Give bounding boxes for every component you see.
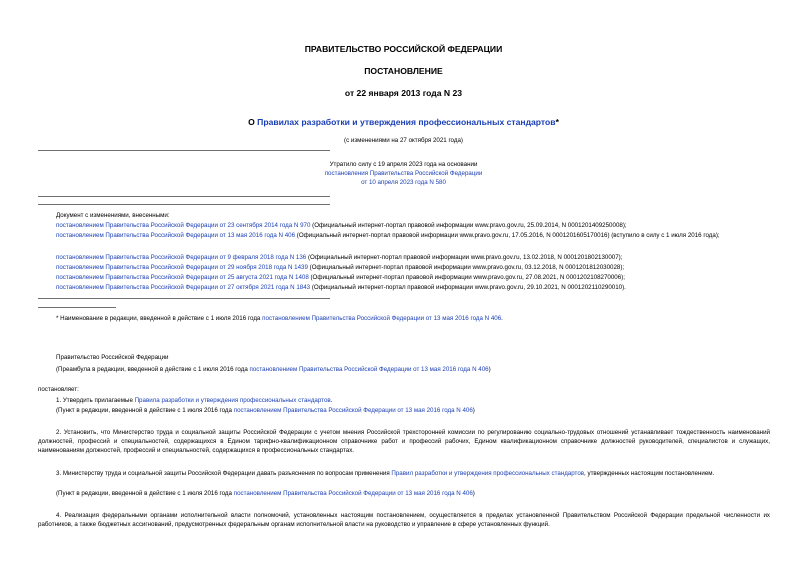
- amendment-text: (Официальный интернет-портал правовой информации www.pravo.gov.ru, 13.02.2018, N 0001201802130007);: [306, 254, 623, 261]
- amendment-item: [56, 284, 626, 292]
- footnote-link[interactable]: постановлением Правительства Российской Федерации от 13 мая 2016 года N 406: [262, 315, 502, 322]
- amendment-link[interactable]: постановлением Правительства Российской Федерации от 13 мая 2016 года N 406: [56, 232, 296, 239]
- point-1-note-link[interactable]: постановлением Правительства Российской Федерации от 13 мая 2016 года N 406: [233, 407, 473, 414]
- amendment-item: [56, 264, 624, 272]
- amendment-link[interactable]: постановлением Правительства Российской Федерации от 27 октября 2021 года N 1843: [56, 284, 311, 291]
- point-4: 4. Реализация федеральными органами исполнительной власти полномочий, установленных настоящим постановлением, осуществляется в пределах установленной Правительством Российской Федерации предельной численности их работников, а также бюджетных ассигнований, предусмотренных федеральным органам исполнительной власти на руководство и управление в сфере установленных функций.: [38, 512, 770, 528]
- date-number-heading: от 22 января 2013 года N 23: [344, 88, 463, 98]
- note-text: (Пункт в редакции, введенной в действие с 1 июля 2016 года: [56, 407, 234, 414]
- title-link[interactable]: Правилах разработки и утверждения профессиональных стандартов: [257, 117, 556, 127]
- point-1-note: [56, 407, 475, 415]
- resolves-text: постановляет:: [38, 386, 79, 393]
- amendment-text: (Официальный интернет-портал правовой информации www.pravo.gov.ru, 25.09.2014, N 0001201409250008);: [310, 222, 627, 229]
- title-suffix: *: [555, 117, 559, 127]
- amendment-item: [56, 254, 622, 262]
- amended-note: (с изменениями на 27 октября 2021 года): [344, 137, 463, 144]
- point-3-note: [56, 490, 475, 498]
- document-title: [0, 117, 807, 127]
- amendment-item: [56, 222, 627, 230]
- point-end: .: [330, 397, 333, 404]
- expired-line: Утратило силу с 19 апреля 2023 года на основании: [329, 161, 478, 168]
- amendment-text: (Официальный интернет-портал правовой информации www.pravo.gov.ru, 27.08.2021, N 0001202108270006);: [308, 274, 625, 281]
- preamble-note: [56, 366, 491, 374]
- divider: [38, 298, 330, 299]
- footnote-end: .: [501, 315, 503, 322]
- title-prefix: О: [248, 117, 258, 127]
- point-end: , утвержденных настоящим постановлением.: [584, 470, 715, 477]
- amendment-text: (Официальный интернет-портал правовой информации www.pravo.gov.ru, 17.05.2016, N 0001201605170016) (вступило в силу с 1 июля 2016 года);: [295, 232, 720, 239]
- point-1-link[interactable]: Правила разработки и утверждения профессиональных стандартов: [134, 397, 331, 404]
- point-2: 2. Установить, что Министерство труда и социальной защиты Российской Федерации с учетом мнения Российской трехсторонней комиссии по регулированию социально-трудовых отношений устанавливает тождественность наименований должностей, профессий и специальностей, содержащихся в Едином тарифно-квалификационном справочнике работ и профессий рабочих, Едином квалификационном справочнике должностей руководителей, специалистов и служащих, наименованиям должностей, профессий и специальностей, содержащихся в профессиональных стандартах.: [38, 429, 770, 454]
- amendment-text: (Официальный интернет-портал правовой информации www.pravo.gov.ru, 29.10.2021, N 0001202110290010).: [310, 284, 626, 291]
- amendment-link[interactable]: постановлением Правительства Российской Федерации от 29 ноября 2018 года N 1439: [56, 264, 308, 271]
- amendment-text: (Официальный интернет-портал правовой информации www.pravo.gov.ru, 03.12.2018, N 0001201812030028);: [307, 264, 625, 271]
- amendment-item: [56, 274, 625, 282]
- preamble-line: Правительство Российской Федерации: [56, 354, 169, 361]
- note-end: ): [472, 407, 475, 414]
- amendment-item: [38, 231, 770, 240]
- point-text: 3. Министерству труда и социальной защиты Российской Федерации давать разъяснения по вопросам применения: [56, 470, 392, 477]
- amendment-link[interactable]: постановлением Правительства Российской Федерации от 23 сентября 2014 года N 970: [56, 222, 311, 229]
- expired-link-line1[interactable]: постановления Правительства Российской Федерации: [324, 170, 483, 177]
- preamble-note-link[interactable]: постановлением Правительства Российской Федерации от 13 мая 2016 года N 406: [249, 366, 489, 373]
- point-3-link[interactable]: Правил разработки и утверждения профессиональных стандартов: [391, 470, 585, 477]
- divider: [38, 204, 330, 205]
- footnote-divider: [38, 307, 116, 308]
- amendment-link[interactable]: постановлением Правительства Российской Федерации от 25 августа 2021 года N 1408: [56, 274, 309, 281]
- footnote: [56, 315, 503, 323]
- note-end: ): [488, 366, 491, 373]
- amendment-link[interactable]: постановлением Правительства Российской Федерации от 9 февраля 2018 года N 136: [56, 254, 307, 261]
- footnote-text: * Наименование в редакции, введенной в действие с 1 июля 2016 года: [56, 315, 263, 322]
- divider: [38, 196, 330, 197]
- expired-link-line2[interactable]: от 10 апреля 2023 года N 580: [361, 179, 446, 186]
- doc-type-heading: ПОСТАНОВЛЕНИЕ: [364, 66, 443, 76]
- point-1: [56, 397, 332, 405]
- point-3: [38, 469, 770, 478]
- note-text: (Пункт в редакции, введенной в действие с 1 июля 2016 года: [56, 490, 234, 497]
- note-text: (Преамбула в редакции, введенной в действие с 1 июля 2016 года: [56, 366, 250, 373]
- point-text: 1. Утвердить прилагаемые: [56, 397, 135, 404]
- note-end: ): [472, 490, 475, 497]
- divider: [38, 150, 330, 151]
- point-3-note-link[interactable]: постановлением Правительства Российской Федерации от 13 мая 2016 года N 406: [233, 490, 473, 497]
- amendments-intro: Документ с изменениями, внесенными:: [56, 212, 170, 219]
- government-heading: ПРАВИТЕЛЬСТВО РОССИЙСКОЙ ФЕДЕРАЦИИ: [304, 44, 503, 54]
